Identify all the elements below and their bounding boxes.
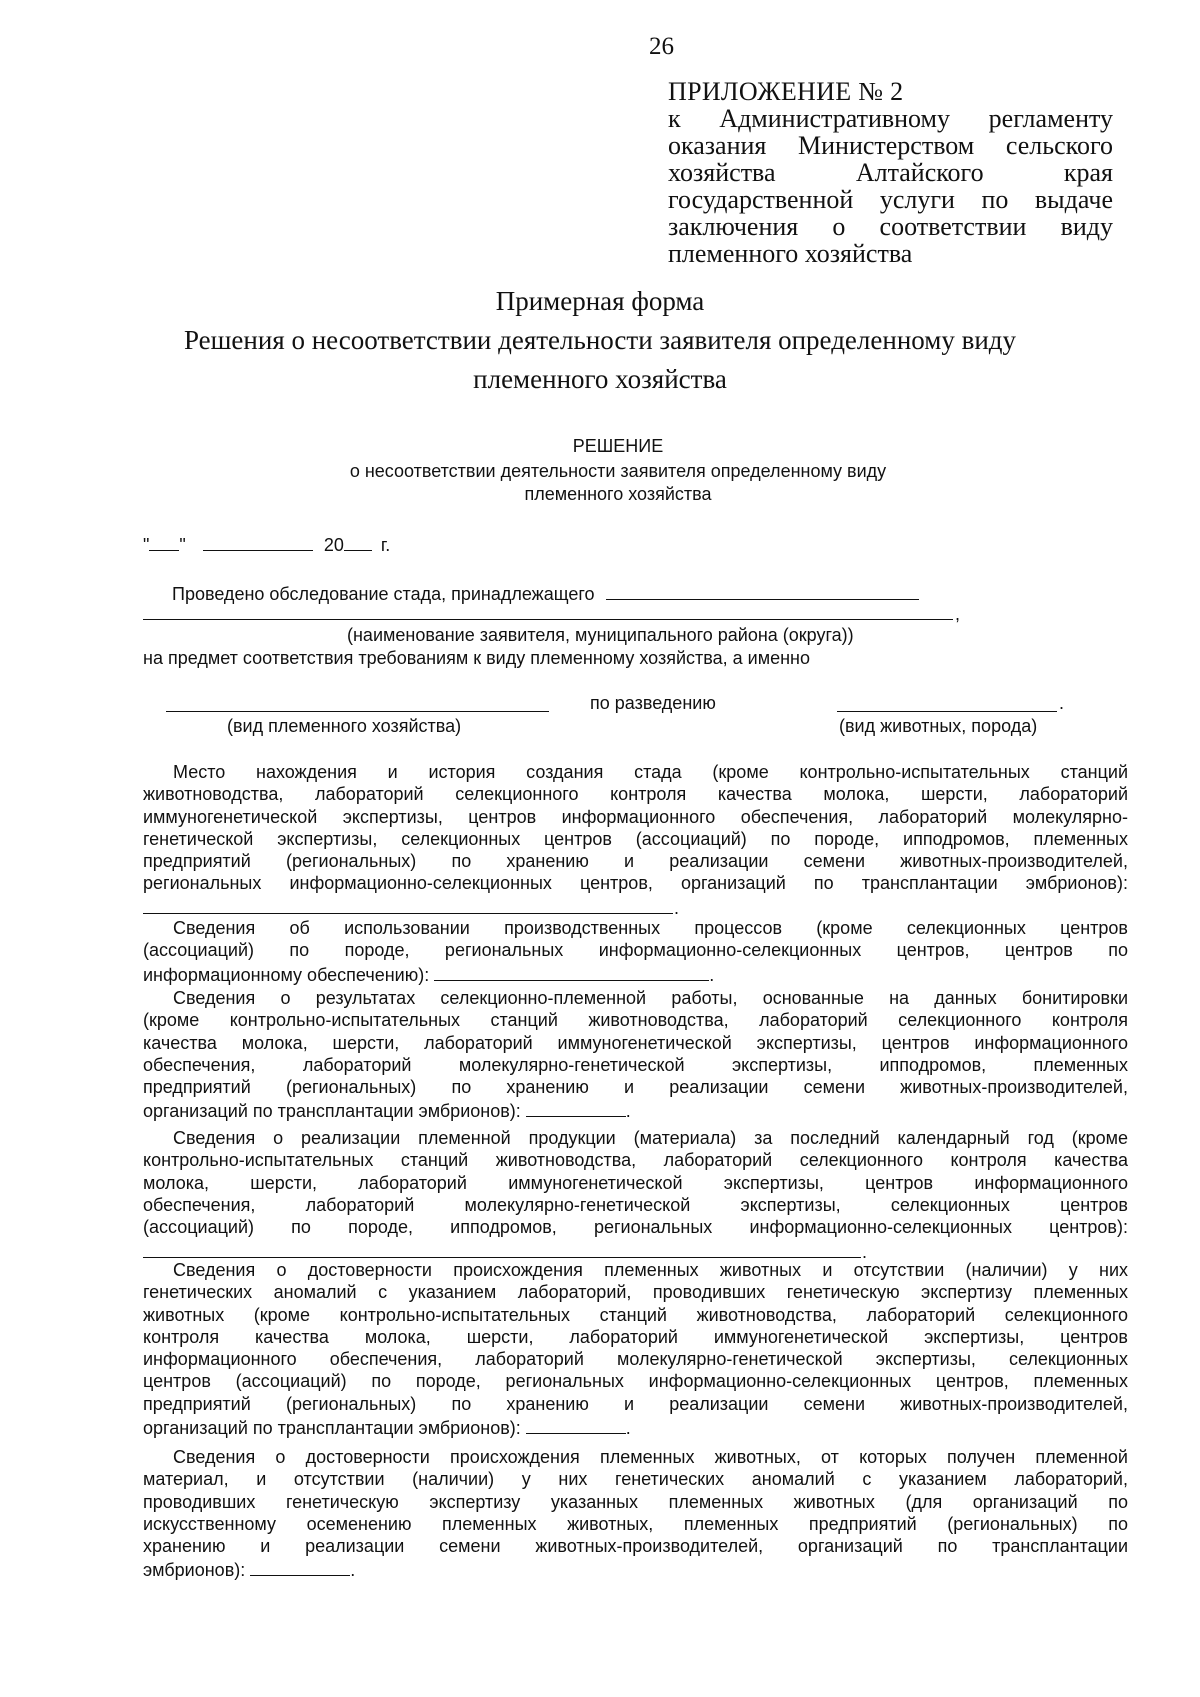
paragraph-line: Сведения о достоверности происхождения племенных животных, от которых получен племенной <box>173 1447 1128 1467</box>
appendix-block <box>668 78 1113 267</box>
applicant-name-blank[interactable] <box>143 619 953 620</box>
paragraph-line: (кроме контрольно-испытательных станций животноводства, лабораторий селекционного контроля <box>143 1010 1128 1031</box>
paragraph-production-processes <box>143 917 1128 986</box>
paragraph-line: (ассоциаций) по породе, ипподромов, региональных информационно-селекционных центров): <box>143 1217 1128 1238</box>
material-origin-blank[interactable] <box>250 1557 350 1576</box>
paragraph-line: центров (ассоциаций) по породе, региональных информационно-селекционных центров, племенных <box>143 1371 1128 1392</box>
appendix-line: заключения о соответствии виду <box>668 212 1113 241</box>
paragraph-line: Сведения о результатах селекционно-племенной работы, основанные на данных бонитировки <box>173 988 1128 1008</box>
form-subtitle-line: Решения о несоответствии деятельности заявителя определенному виду <box>183 325 1017 355</box>
blank-end-dot: . <box>625 1418 631 1439</box>
survey-intro-line <box>172 581 919 605</box>
paragraph-location-history <box>143 761 1128 895</box>
paragraph-line: обеспечения, лабораторий молекулярно-генетической экспертизы, селекционных центров <box>143 1194 1128 1215</box>
farm-type-blank[interactable] <box>166 711 549 712</box>
decision-subtitle-line: о несоответствии деятельности заявителя определенному виду <box>349 461 887 481</box>
paragraph-line: Сведения об использовании производственных процессов (кроме селекционных центров <box>173 918 1128 938</box>
form-title: Примерная форма <box>495 286 705 316</box>
blank-end-dot: . <box>709 964 715 985</box>
paragraph-line: предприятий (региональных) по хранению и реализации семени животных-производителей, <box>143 1393 1128 1414</box>
paragraph-line: контроля качества молока, шерсти, лабораторий иммуногенетической экспертизы, центров <box>143 1326 1128 1347</box>
paragraph-end-text: организаций по трансплантации эмбрионов): <box>143 1101 521 1122</box>
appendix-line: государственной услуги по выдаче <box>668 185 1113 214</box>
paragraph-line-end <box>143 1415 1128 1439</box>
month-blank[interactable] <box>203 532 313 551</box>
year-prefix: 20 <box>323 535 344 555</box>
year-blank[interactable] <box>344 532 372 551</box>
paragraph-line: предприятий (региональных) по хранению и реализации семени животных-производителей, <box>143 851 1128 872</box>
paragraph-line: качества молока, шерсти, лабораторий иммуногенетической экспертизы, центров информационного <box>143 1032 1128 1053</box>
page-number: 26 <box>649 33 674 60</box>
decision-title: РЕШЕНИЕ <box>572 436 664 456</box>
paragraph-line: проводивших генетическую экспертизу указанных племенных животных (для организаций по <box>143 1491 1128 1512</box>
paragraph-line: хранению и реализации семени животных-производителей, организаций по трансплантации <box>143 1536 1128 1557</box>
day-blank[interactable] <box>149 532 179 551</box>
paragraph-line: региональных информационно-селекционных центров, организаций по трансплантации эмбрионов): <box>143 873 1128 894</box>
paragraph-line: генетической экспертизы, селекционных центров (ассоциаций) по породе, ипподромов, племенных <box>143 828 1128 849</box>
owner-blank[interactable] <box>606 581 919 600</box>
paragraph-material-origin <box>143 1446 1128 1582</box>
paragraph-line: искусственному осеменению племенных животных, племенных предприятий (региональных) по <box>143 1513 1128 1534</box>
paragraph-line: (ассоциаций) по породе, региональных информационно-селекционных центров, центров по <box>143 940 1128 961</box>
applicant-caption: (наименование заявителя, муниципального района (округа)) <box>347 625 854 645</box>
paragraph-line-end <box>143 962 1128 986</box>
blank-end-dot: . <box>625 1101 631 1122</box>
paragraph-line: материал, и отсутствии (наличии) у них генетических аномалий с указанием лабораторий, <box>143 1469 1128 1490</box>
appendix-line: к Административному регламенту <box>668 104 1113 133</box>
paragraph-line: обеспечения, лабораторий молекулярно-генетической экспертизы, ипподромов, племенных <box>143 1054 1128 1075</box>
date-line <box>143 532 390 556</box>
paragraph-line: животноводства, лабораторий селекционного контроля качества молока, шерсти, лабораторий <box>143 784 1128 805</box>
blank-end-dot: . <box>862 1242 868 1262</box>
paragraph-breeding-results <box>143 987 1128 1123</box>
paragraph-end-text: информационному обеспечению): <box>143 964 430 985</box>
paragraph-line-end <box>143 1557 1128 1581</box>
location-history-blank[interactable] <box>143 913 673 914</box>
paragraph-end-text: эмбрионов): <box>143 1560 246 1581</box>
paragraph-line: Сведения о реализации племенной продукции (материала) за последний календарный год (кроме <box>173 1128 1128 1148</box>
survey-intro: Проведено обследование стада, принадлежащего <box>172 584 595 604</box>
animal-type-blank[interactable] <box>837 711 1057 712</box>
date-quote-close: " <box>179 535 186 555</box>
breeding-label: по разведению <box>590 693 716 713</box>
date-quote-open: " <box>143 535 150 555</box>
paragraph-line: предприятий (региональных) по хранению и реализации семени животных-производителей, <box>143 1077 1128 1098</box>
appendix-line: хозяйства Алтайского края <box>668 158 1113 187</box>
blank-end-dot: . <box>350 1560 356 1581</box>
breeding-results-blank[interactable] <box>526 1098 626 1117</box>
paragraph-line: генетических аномалий с указанием лабораторий, проводивших генетическую экспертизу племенных <box>143 1282 1128 1303</box>
applicant-comma: , <box>955 604 961 624</box>
production-processes-blank[interactable] <box>434 962 709 981</box>
paragraph-line: Место нахождения и история создания стада (кроме контрольно-испытательных станций <box>173 762 1128 782</box>
year-suffix: г. <box>380 535 391 555</box>
paragraph-line: животных (кроме контрольно-испытательных станций животноводства, лабораторий селекционного <box>143 1304 1128 1325</box>
decision-subtitle-line: племенного хозяйства <box>524 484 712 504</box>
paragraph-line: информационного обеспечения, лабораторий молекулярно-генетической экспертизы, селекционных <box>143 1349 1128 1370</box>
form-subtitle-line: племенного хозяйства <box>473 364 727 394</box>
survey-purpose: на предмет соответствия требованиям к виду племенному хозяйства, а именно <box>143 648 810 668</box>
paragraph-line: Сведения о достоверности происхождения племенных животных и отсутствии (наличии) у них <box>173 1260 1128 1280</box>
paragraph-line: контрольно-испытательных станций животноводства, лабораторий селекционного контроля качества <box>143 1150 1128 1171</box>
paragraph-line: молока, шерсти, лабораторий иммуногенетической экспертизы, центров информационного <box>143 1172 1128 1193</box>
paragraph-line-end <box>143 1098 1128 1122</box>
farm-type-caption: (вид племенного хозяйства) <box>227 716 462 736</box>
origin-reliability-blank[interactable] <box>526 1415 626 1434</box>
paragraph-product-sales <box>143 1127 1128 1238</box>
product-sales-blank[interactable] <box>143 1257 861 1258</box>
paragraph-line: иммуногенетической экспертизы, центров информационного обеспечения, лабораторий молекулярно- <box>143 806 1128 827</box>
appendix-line: племенного хозяйства <box>668 239 913 268</box>
appendix-heading: ПРИЛОЖЕНИЕ № 2 <box>668 77 904 106</box>
animal-dot: . <box>1059 693 1065 713</box>
paragraph-end-text: организаций по трансплантации эмбрионов): <box>143 1418 521 1439</box>
animal-caption: (вид животных, порода) <box>839 716 1038 736</box>
paragraph-origin-reliability <box>143 1259 1128 1439</box>
blank-end-dot: . <box>674 898 680 918</box>
appendix-line: оказания Министерством сельского <box>668 131 1113 160</box>
